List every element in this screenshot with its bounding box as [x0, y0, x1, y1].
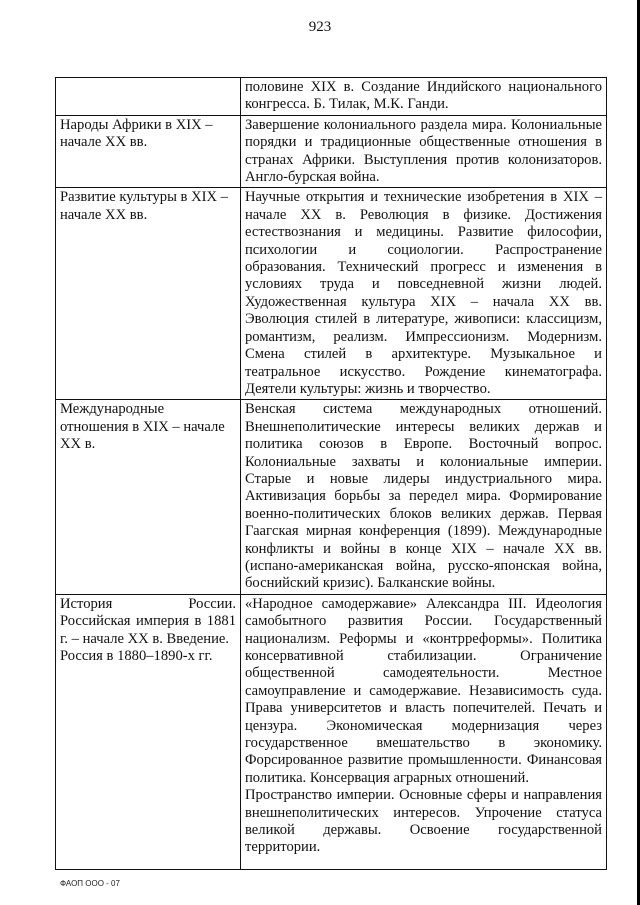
table-row	[56, 78, 607, 116]
content-text: Венская система международных отношений. Внешнеполитические интересы великих держав и политика союзов в Европе. Восточный вопрос. Колониальные захваты и колониальные империи. Старые и новые лидеры индустриального мира. Активизация борьбы за передел мира. Формирование военно-политических блоков великих держав. Первая Гаагская мирная конференция (1899). Международные конфликты и войны в конце XIX – начале XX вв. (испано-американская война, русско-японская война, боснийский кризис). Балканские войны.	[245, 401, 602, 592]
table-row	[56, 115, 607, 188]
content-cell	[241, 78, 607, 116]
content-text: «Народное самодержавие» Александра III. Идеология самобытного развития России. Государственный национализм. Реформы и «контрреформы». Политика консервативной стабилизации. Ограничение общественной самодеятельности. Местное самоуправление и самодержавие. Независимость суда. Права университетов и власть попечителей. Печать и цензура. Экономическая модернизация через государственное вмешательство в экономику. Форсированное развитие промышленности. Финансовая политика. Консервация аграрных отношений.	[245, 595, 602, 786]
document-code-footer: ФАОП ООО - 07	[60, 879, 120, 888]
topic-cell	[56, 594, 241, 869]
topic-cell	[56, 115, 241, 188]
topic-text: Народы Африки в XIX – начале XX вв.	[60, 116, 213, 151]
content-text: Научные открытия и технические изобретения в XIX – начале XX в. Революция в физике. Достижения естествознания и медицины. Развитие философии, психологии и социологии. Распространение образования. Технический прогресс и изменения в условиях труда и повседневной жизни людей. Художественная культура XIX – начала XX вв. Эволюция стилей в литературе, живописи: классицизм, романтизм, реализм. Импрессионизм. Модернизм. Смена стилей в архитектуре. Музыкальное и театральное искусство. Рождение кинематографа. Деятели культуры: жизнь и творчество.	[245, 189, 602, 397]
table-body	[56, 78, 607, 870]
table-row	[56, 188, 607, 400]
curriculum-table	[55, 77, 607, 870]
topic-text: Международные отношения в XIX – начале XX в.	[60, 401, 225, 453]
topic-text: История России. Российская империя в 1881 г. – начале XX в. Введение.	[60, 595, 236, 647]
content-cell	[241, 594, 607, 869]
topic-cell	[56, 78, 241, 116]
content-cell	[241, 188, 607, 400]
content-text: Пространство империи. Основные сферы и направления внешнеполитических интересов. Упрочение статуса великой державы. Освоение государственной территории.	[245, 787, 602, 856]
topic-text: Развитие культуры в XIX – начале XX вв.	[60, 189, 228, 223]
topic-cell	[56, 188, 241, 400]
table-row	[56, 400, 607, 594]
topic-cell	[56, 400, 241, 594]
content-text: половине XIX в. Создание Индийского национального конгресса. Б. Тилак, М.К. Ганди.	[245, 79, 602, 113]
table-row	[56, 594, 607, 869]
page-number: 923	[308, 19, 332, 35]
content-cell	[241, 115, 607, 188]
content-cell	[241, 400, 607, 594]
topic-text: Россия в 1880–1890-х гг.	[60, 648, 213, 664]
content-text: Завершение колониального раздела мира. Колониальные порядки и традиционные общественные отношения в странах Африки. Выступления против колонизаторов. Англо-бурская война.	[245, 116, 602, 186]
